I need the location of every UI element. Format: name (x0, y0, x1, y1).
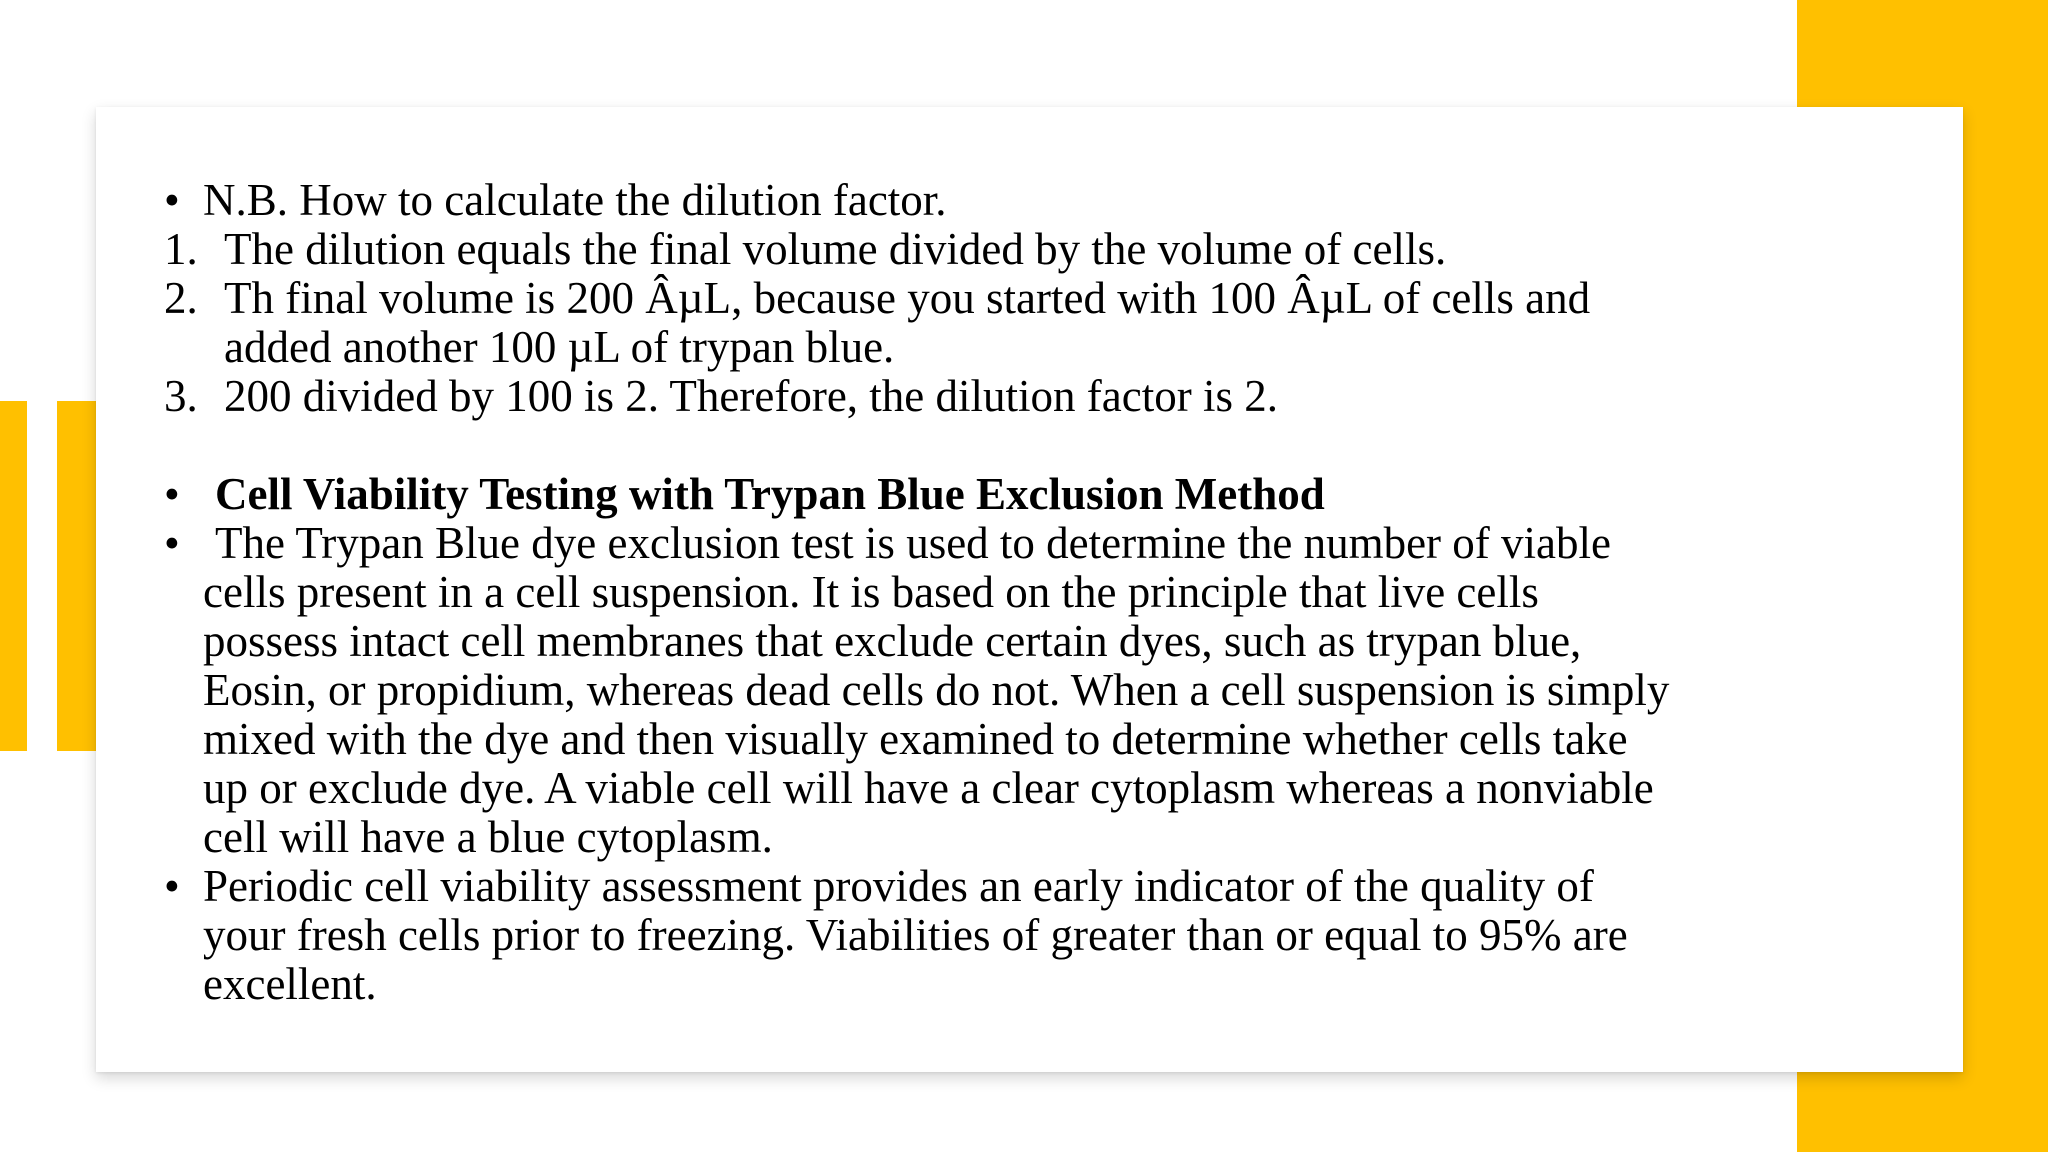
step-number: 3. (164, 371, 198, 421)
step-2 (164, 274, 1904, 372)
paragraph-1-line-5: mixed with the dye and then visually examined to determine whether cells take (203, 714, 1628, 764)
paragraph-1 (164, 519, 1904, 862)
step-3-line-1: 200 divided by 100 is 2. Therefore, the dilution factor is 2. (224, 371, 1278, 421)
paragraph-1-line-3: possess intact cell membranes that exclude certain dyes, such as trypan blue, (203, 616, 1582, 666)
paragraph-1-line-2: cells present in a cell suspension. It is based on the principle that live cells (203, 567, 1539, 617)
paragraph-2-line-2: your fresh cells prior to freezing. Viabilities of greater than or equal to 95% are (203, 910, 1628, 960)
accent-bar-left-outer (0, 401, 27, 751)
paragraph-2-line-3: excellent. (203, 959, 377, 1009)
bullet-marker: • (164, 175, 180, 225)
intro-line: N.B. How to calculate the dilution factor. (203, 175, 947, 225)
bullet-marker: • (164, 518, 180, 568)
bullet-marker: • (164, 861, 180, 911)
section-heading-item (164, 470, 1904, 519)
paragraph-1-line-7: cell will have a blue cytoplasm. (203, 812, 773, 862)
bullet-marker: • (164, 469, 180, 519)
step-2-line-2: added another 100 µL of trypan blue. (224, 322, 895, 372)
paragraph-2 (164, 862, 1904, 1009)
accent-bar-left-inner (57, 401, 96, 751)
step-3 (164, 372, 1904, 421)
paragraph-1-line-4: Eosin, or propidium, whereas dead cells do not. When a cell suspension is simply (203, 665, 1670, 715)
step-number: 1. (164, 224, 198, 274)
spacer (164, 421, 1904, 470)
step-number: 2. (164, 273, 198, 323)
step-1-line-1: The dilution equals the final volume divided by the volume of cells. (224, 224, 1447, 274)
slide-text-body (164, 176, 1904, 1009)
intro-item (164, 176, 1904, 225)
step-1 (164, 225, 1904, 274)
paragraph-1-line-6: up or exclude dye. A viable cell will have a clear cytoplasm whereas a nonviable (203, 763, 1654, 813)
step-2-line-1: Th final volume is 200 ÂµL, because you started with 100 ÂµL of cells and (224, 273, 1591, 323)
paragraph-2-line-1: Periodic cell viability assessment provides an early indicator of the quality of (203, 861, 1594, 911)
section-heading: Cell Viability Testing with Trypan Blue Exclusion Method (215, 469, 1325, 519)
paragraph-1-line-1: The Trypan Blue dye exclusion test is used to determine the number of viable (215, 518, 1611, 568)
